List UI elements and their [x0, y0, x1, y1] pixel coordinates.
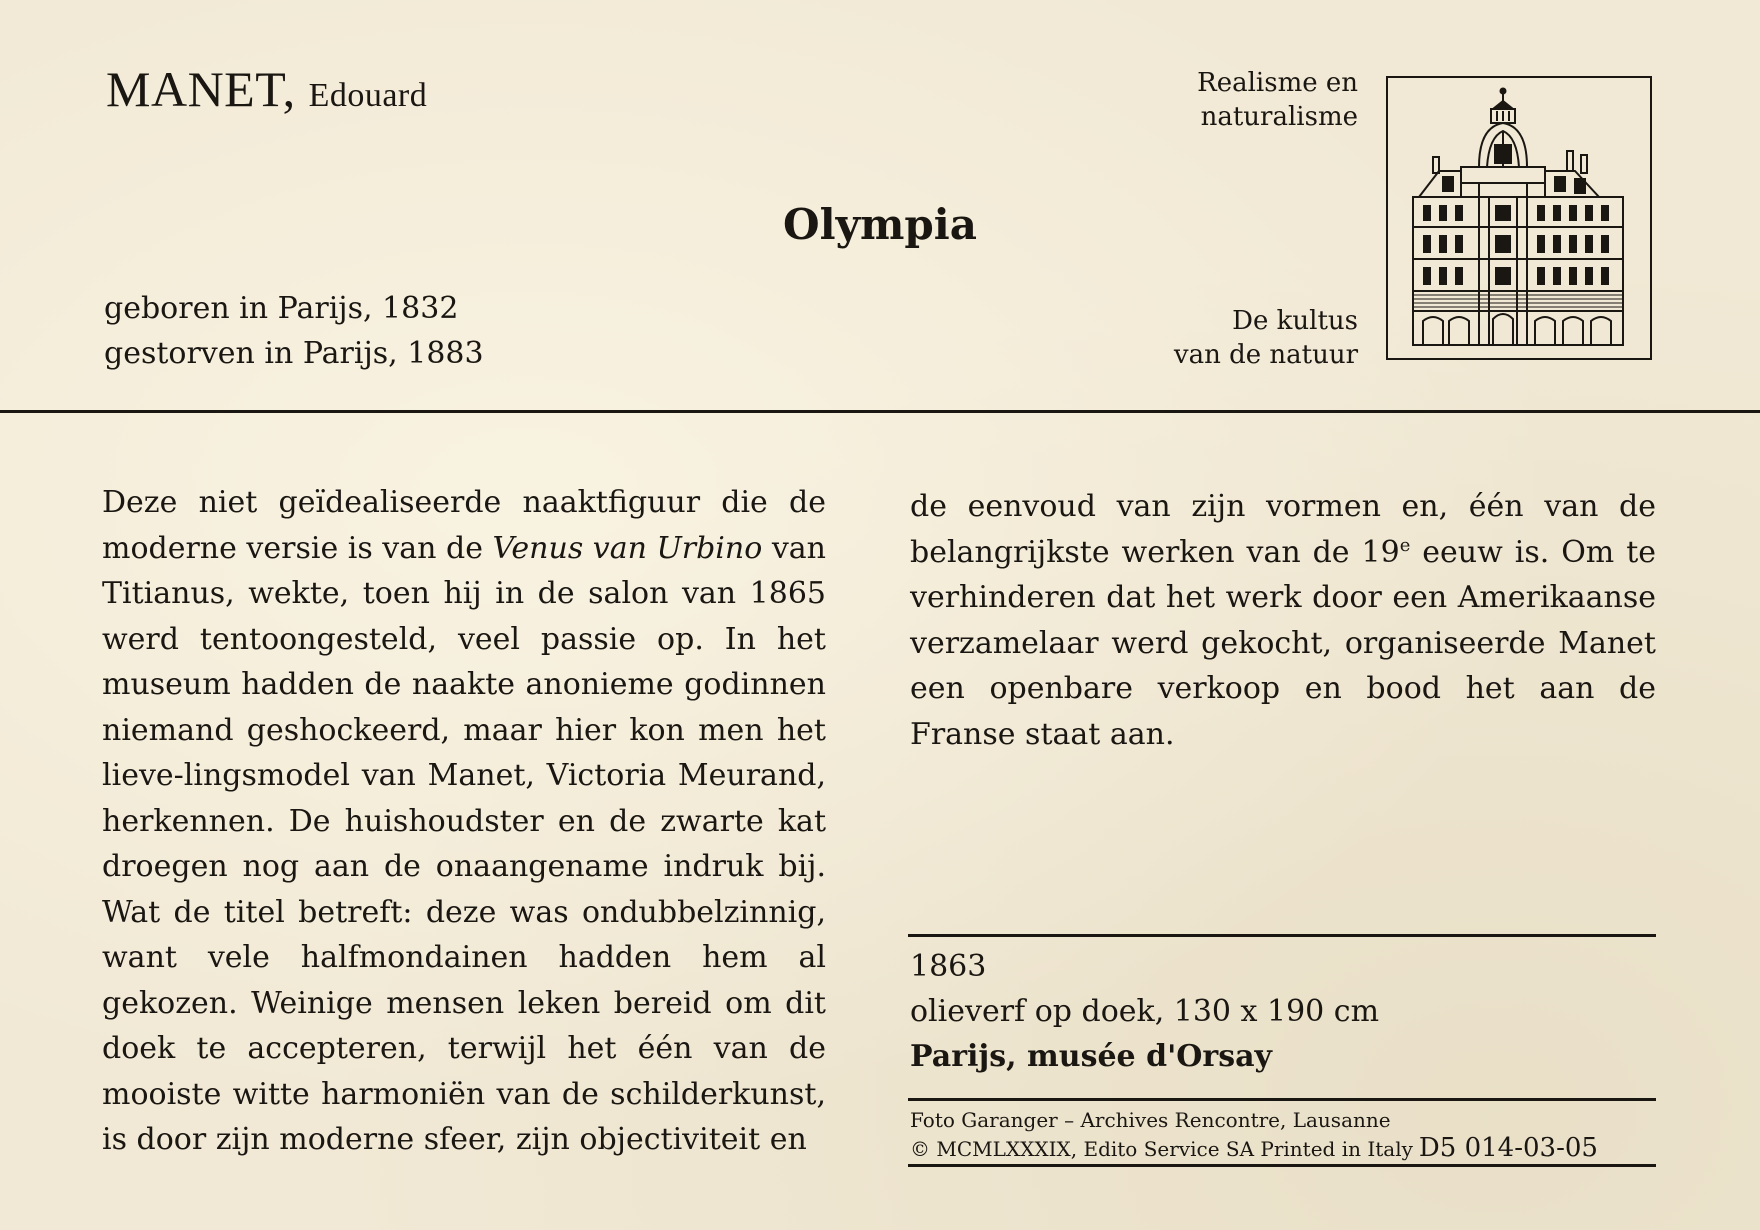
artwork-medium: olieverf op doek, 130 x 190 cm — [910, 994, 1380, 1029]
description-right-end: eeuw is. Om te verhinderen dat het werk door een Amerikaanse verzamelaar werd gekocht, organiseerde Manet een openbare verkoop en bood het aan de Franse staat aan. — [910, 534, 1657, 752]
artist-bio — [104, 286, 484, 376]
artist-name-separator: , — [282, 61, 309, 117]
header-divider — [0, 410, 1760, 413]
art-movement — [1197, 66, 1358, 134]
description-right-superscript: e — [1399, 534, 1411, 556]
artwork-title: Olympia — [783, 200, 977, 249]
artist-born: geboren in Parijs, 1832 — [104, 291, 459, 326]
copyright-text: © MCMLXXXIX, Edito Service SA Printed in Italy — [910, 1137, 1413, 1161]
artwork-details — [910, 944, 1379, 1079]
description-left-start: Deze niet geïdealiseerde naaktfiguur die de moderne versie is van de — [102, 485, 826, 566]
description-text-right — [910, 484, 1656, 757]
meta-divider-middle — [908, 1098, 1656, 1101]
building-icon — [1399, 87, 1639, 349]
photo-credit: Foto Garanger – Archives Rencontre, Lausanne — [910, 1108, 1391, 1132]
copyright-line — [910, 1134, 1598, 1163]
artist-first-name: Edouard — [308, 77, 428, 114]
movement-line-1: Realisme en — [1197, 68, 1358, 98]
artwork-museum: Parijs, musée d'Orsay — [910, 1039, 1272, 1074]
description-column-left — [102, 480, 826, 1163]
description-right-start: de eenvoud van zijn vormen en, één van de belangrijkste werken van de 19 — [910, 489, 1656, 570]
movement-line-2: naturalisme — [1200, 102, 1358, 132]
description-column-right — [910, 484, 1656, 757]
card-code: D5 014-03-05 — [1418, 1133, 1598, 1163]
artist-last-name: MANET — [106, 61, 283, 117]
theme-line-1: De kultus — [1232, 306, 1358, 336]
meta-divider-top — [908, 934, 1656, 937]
art-theme — [1174, 304, 1358, 372]
artwork-year: 1863 — [910, 949, 987, 984]
artist-died: gestorven in Parijs, 1883 — [104, 336, 484, 371]
theme-line-2: van de natuur — [1173, 340, 1358, 370]
artist-name — [106, 60, 427, 118]
category-icon-frame — [1386, 76, 1652, 360]
description-left-end: van Titianus, wekte, toen hij in de salon van 1865 werd tentoongesteld, veel passie op. In het museum hadden de naakte anonieme godinnen niemand geshockeerd, maar hier kon men het lieve-lingsmodel van Manet, Victoria Meurand, herkennen. De huishoudster en de zwarte kat droegen nog aan de onaangename indruk bij. Wat de titel betreft: deze was ondubbelzinnig, want vele halfmondainen hadden hem al gekozen. Weinige mensen leken bereid om dit doek te accepteren, terwijl het één van de mooiste witte harmoniën van de schilderkunst, is door zijn moderne sfeer, zijn objectiviteit en — [102, 530, 826, 1157]
description-left-italic: Venus van Urbino — [492, 530, 763, 566]
meta-divider-bottom — [908, 1164, 1656, 1167]
credits — [910, 1106, 1598, 1163]
description-text-left — [102, 480, 826, 1163]
